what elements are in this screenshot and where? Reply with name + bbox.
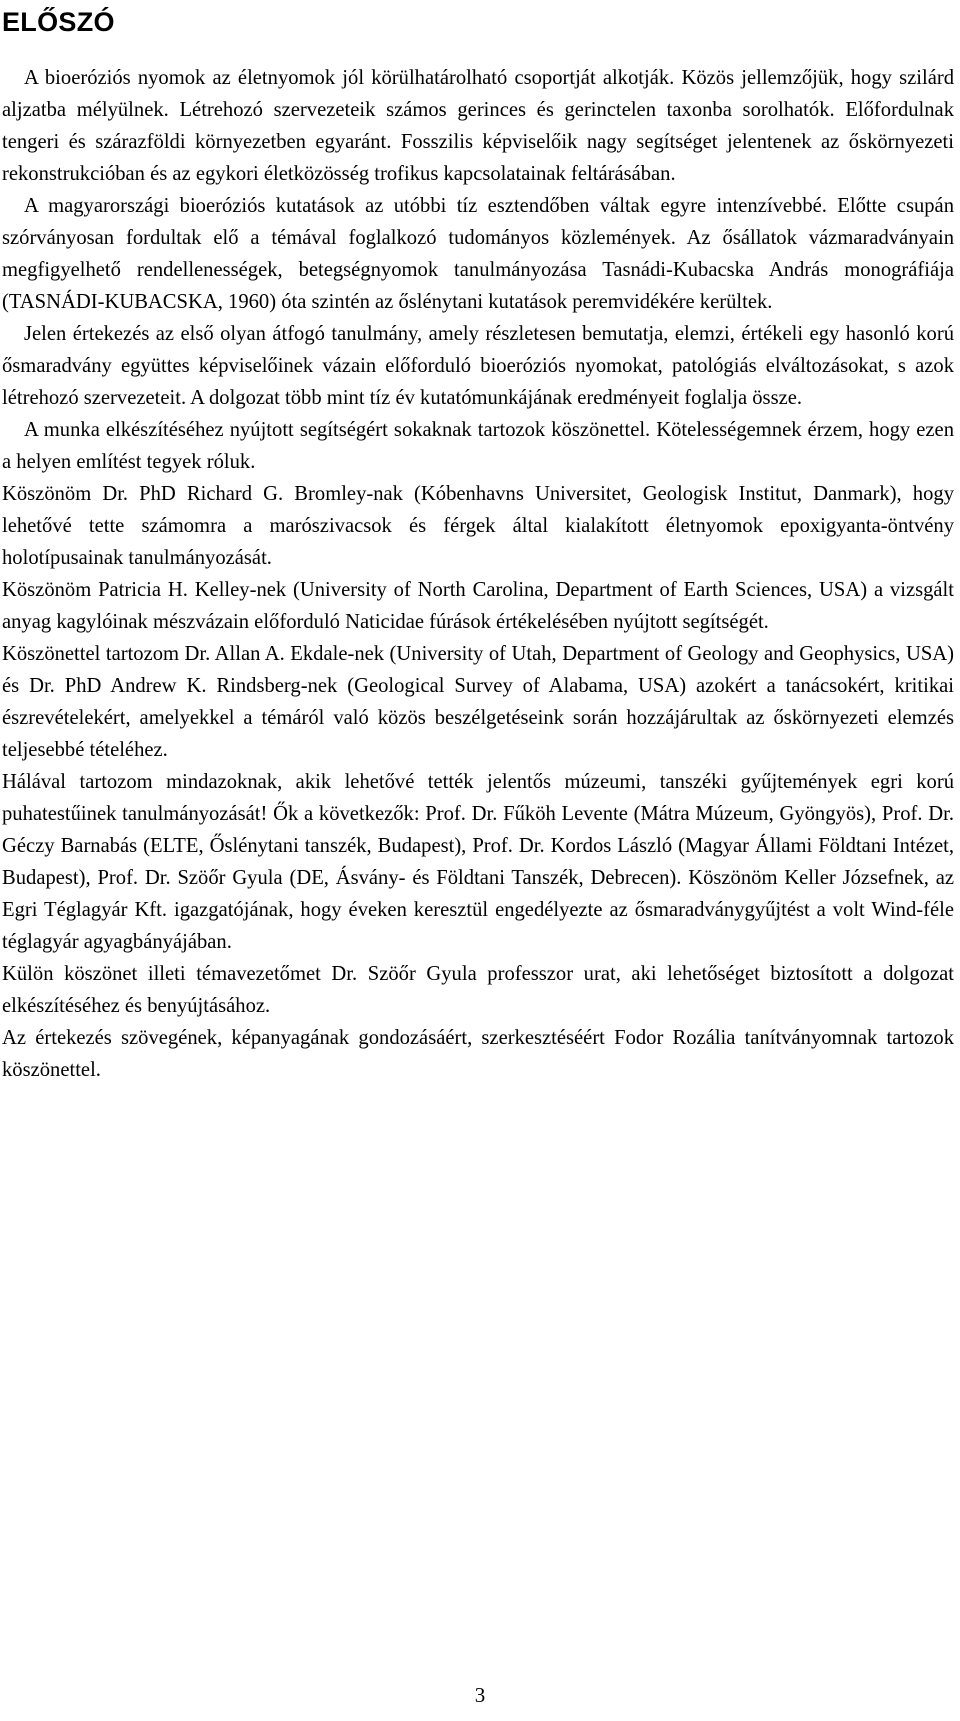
paragraph-thanks-ekdale-rindsberg: Köszönettel tartozom Dr. Allan A. Ekdale-nek (University of Utah, Department of Geology and Geophysics, USA) és Dr. PhD Andrew K. Rindsberg-nek (Geological Survey of Alabama, USA) azokért a tanácsokért, kritikai észrevételekért, amelyekkel a témáról való közös beszélgetéseink során hozzájárultak az őskörnyezeti elemzés teljesebbé tételéhez. bbox=[2, 643, 954, 761]
paragraph-thanks-kelley: Köszönöm Patricia H. Kelley-nek (University of North Carolina, Department of Earth Sciences, USA) a vizsgált anyag kagylóinak mészvázain előforduló Naticidae fúrások értékelésében nyújtott segítségét. bbox=[2, 579, 954, 633]
body-text bbox=[2, 62, 954, 1086]
paragraph-thanks-supervisor: Külön köszönet illeti témavezetőmet Dr. Szöőr Gyula professzor urat, aki lehetőséget biztosított a dolgozat elkészítéséhez és benyújtásához. bbox=[2, 963, 954, 1017]
page-title: ELŐSZÓ bbox=[2, 7, 115, 37]
page-number: 3 bbox=[474, 1683, 486, 1707]
paragraph-intro: A bioeróziós nyomok az életnyomok jól körülhatárolható csoportját alkotják. Közös jellemzőjük, hogy szilárd aljzatba mélyülnek. Létrehozó szervezeteik számos gerinces és gerinctelen taxonba sorolhatók. Előfordulnak tengeri és szárazföldi környezetben egyaránt. Fosszilis képviselőik nagy segítséget jelentenek az őskörnyezeti rekonstrukcióban és az egykori életközösség trofikus kapcsolatainak feltárásában. bbox=[2, 67, 954, 185]
paragraph-acknowledgement-intro: A munka elkészítéséhez nyújtott segítségért sokaknak tartozok köszönettel. Kötelességemnek érzem, hogy ezen a helyen említést tegyek róluk. bbox=[2, 419, 954, 473]
paragraph-thesis-scope: Jelen értekezés az első olyan átfogó tanulmány, amely részletesen bemutatja, elemzi, értékeli egy hasonló korú ősmaradvány együttes képviselőinek vázain előforduló bioeróziós nyomokat, patológiás elváltozásokat, s azok létrehozó szervezeteit. A dolgozat több mint tíz év kutatómunkájának eredményeit foglalja össze. bbox=[2, 323, 954, 409]
paragraph-thanks-editor: Az értekezés szövegének, képanyagának gondozásáért, szerkesztéséért Fodor Rozália tanítványomnak tartozok köszönettel. bbox=[2, 1027, 954, 1081]
paragraph-thanks-bromley: Köszönöm Dr. PhD Richard G. Bromley-nak (Kóbenhavns Universitet, Geologisk Institut, Danmark), hogy lehetővé tette számomra a marószivacsok és férgek által kialakított életnyomok epoxigyanta-öntvény holotípusainak tanulmányozását. bbox=[2, 483, 954, 569]
paragraph-research-history: A magyarországi bioeróziós kutatások az utóbbi tíz esztendőben váltak egyre intenzívebbé. Előtte csupán szórványosan fordultak elő a témával foglalkozó tudományos közlemények. Az ősállatok vázmaradványain megfigyelhető rendellenességek, betegségnyomok tanulmányozása Tasnádi-Kubacska András monográfiája (TASNÁDI-KUBACSKA, 1960) óta szintén az őslénytani kutatások peremvidékére kerültek. bbox=[2, 195, 954, 313]
paragraph-thanks-collections: Hálával tartozom mindazoknak, akik lehetővé tették jelentős múzeumi, tanszéki gyűjtemények egri korú puhatestűinek tanulmányozását! Ők a következők: Prof. Dr. Fűköh Levente (Mátra Múzeum, Gyöngyös), Prof. Dr. Géczy Barnabás (ELTE, Őslénytani tanszék, Budapest), Prof. Dr. Kordos László (Magyar Állami Földtani Intézet, Budapest), Prof. Dr. Szöőr Gyula (DE, Ásvány- és Földtani Tanszék, Debrecen). Köszönöm Keller Józsefnek, az Egri Téglagyár Kft. igazgatójának, hogy éveken keresztül engedélyezte az ősmaradványgyűjtést a volt Wind-féle téglagyár agyagbányájában. bbox=[2, 771, 954, 953]
